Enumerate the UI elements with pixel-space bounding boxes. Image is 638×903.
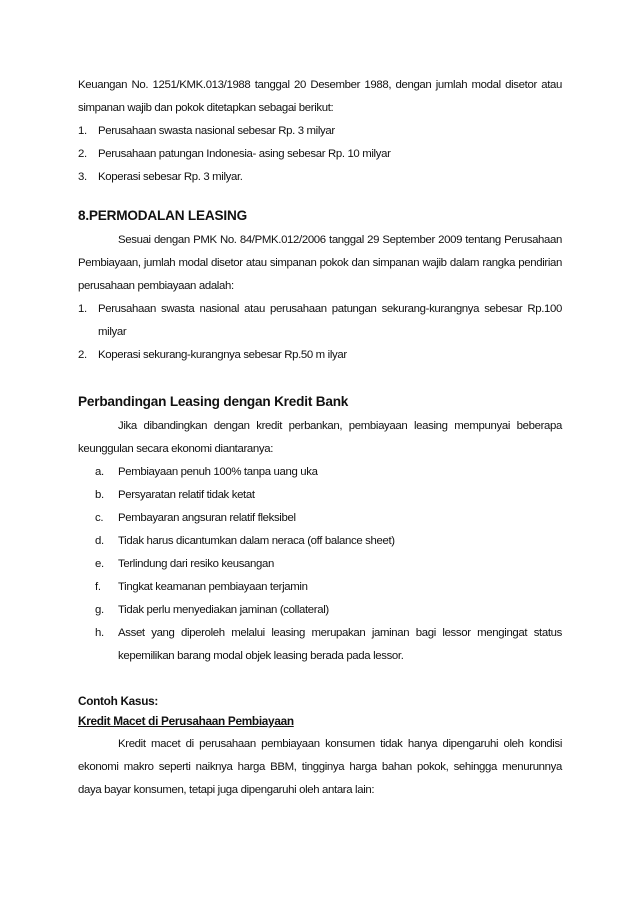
list-text: Tidak perlu menyediakan jaminan (collateral) (118, 604, 329, 616)
list-number: 2. (78, 148, 87, 160)
list-letter: a. (95, 466, 104, 478)
list-item (95, 599, 562, 622)
list-text: Pembiayaan penuh 100% tanpa uang uka (118, 466, 318, 478)
list-item (95, 507, 562, 530)
list-item (95, 461, 562, 484)
case-label: Contoh Kasus: (78, 694, 158, 708)
list-letter: h. (95, 627, 104, 639)
list-item (78, 120, 562, 143)
list-letter: d. (95, 535, 104, 547)
list-letter: c. (95, 512, 104, 524)
list-letter: f. (95, 581, 101, 593)
list-number: 1. (78, 303, 87, 315)
section-heading-perbandingan: Perbandingan Leasing dengan Kredit Bank (78, 394, 349, 409)
list-item (95, 530, 562, 553)
list-letter: g. (95, 604, 104, 616)
list-number: 2. (78, 349, 87, 361)
list-item (95, 622, 562, 668)
case-paragraph: Kredit macet di perusahaan pembiayaan konsumen tidak hanya dipengaruhi oleh kondisi ekonomi makro seperti naiknya harga BBM, tingginya harga bahan pokok, sehingga menurunnya daya bayar konsumen, tetapi juga dipengaruhi oleh antara lain: (78, 738, 562, 796)
list-text: Tingkat keamanan pembiayaan terjamin (118, 581, 308, 593)
list-item (95, 576, 562, 599)
list-text: Koperasi sebesar Rp. 3 milyar. (98, 171, 243, 183)
list-item (95, 553, 562, 576)
list-number: 1. (78, 125, 87, 137)
list-text: Pembayaran angsuran relatif fleksibel (118, 512, 296, 524)
list-text: Perusahaan patungan Indonesia- asing sebesar Rp. 10 milyar (98, 148, 391, 160)
list-text: Tidak harus dicantumkan dalam neraca (off balance sheet) (118, 535, 395, 547)
permodalan-list (78, 298, 562, 367)
intro-paragraph: Keuangan No. 1251/KMK.013/1988 tanggal 20 Desember 1988, dengan jumlah modal disetor atau simpanan wajib dan pokok ditetapkan sebagai berikut: (78, 79, 562, 114)
list-text: Persyaratan relatif tidak ketat (118, 489, 255, 501)
list-number: 3. (78, 171, 87, 183)
list-text: Koperasi sekurang-kurangnya sebesar Rp.50 m ilyar (98, 349, 347, 361)
section-paragraph: Jika dibandingkan dengan kredit perbankan, pembiayaan leasing mempunyai beberapa keunggulan secara ekonomi diantaranya: (78, 420, 562, 455)
list-letter: b. (95, 489, 104, 501)
list-item (78, 166, 562, 189)
list-item (78, 344, 562, 367)
document-page (78, 74, 562, 802)
list-text: Terlindung dari resiko keusangan (118, 558, 274, 570)
section-heading-permodalan: 8.PERMODALAN LEASING (78, 208, 247, 223)
list-item (78, 143, 562, 166)
case-title: Kredit Macet di Perusahaan Pembiayaan (78, 714, 294, 728)
list-item (95, 484, 562, 507)
list-text: Perusahaan swasta nasional sebesar Rp. 3 milyar (98, 125, 335, 137)
keunggulan-list (95, 461, 562, 668)
list-text: Perusahaan swasta nasional atau perusahaan patungan sekurang-kurangnya sebesar Rp.100 milyar (98, 303, 562, 338)
list-letter: e. (95, 558, 104, 570)
list-item (78, 298, 562, 344)
list-text: Asset yang diperoleh melalui leasing merupakan jaminan bagi lessor mengingat status kepemilikan barang modal objek leasing berada pada lessor. (118, 627, 562, 662)
section-paragraph: Sesuai dengan PMK No. 84/PMK.012/2006 tanggal 29 September 2009 tentang Perusahaan Pembiayaan, jumlah modal disetor atau simpanan pokok dan simpanan wajib dalam rangka pendirian perusahaan pembiayaan adalah: (78, 234, 562, 292)
intro-list (78, 120, 562, 189)
